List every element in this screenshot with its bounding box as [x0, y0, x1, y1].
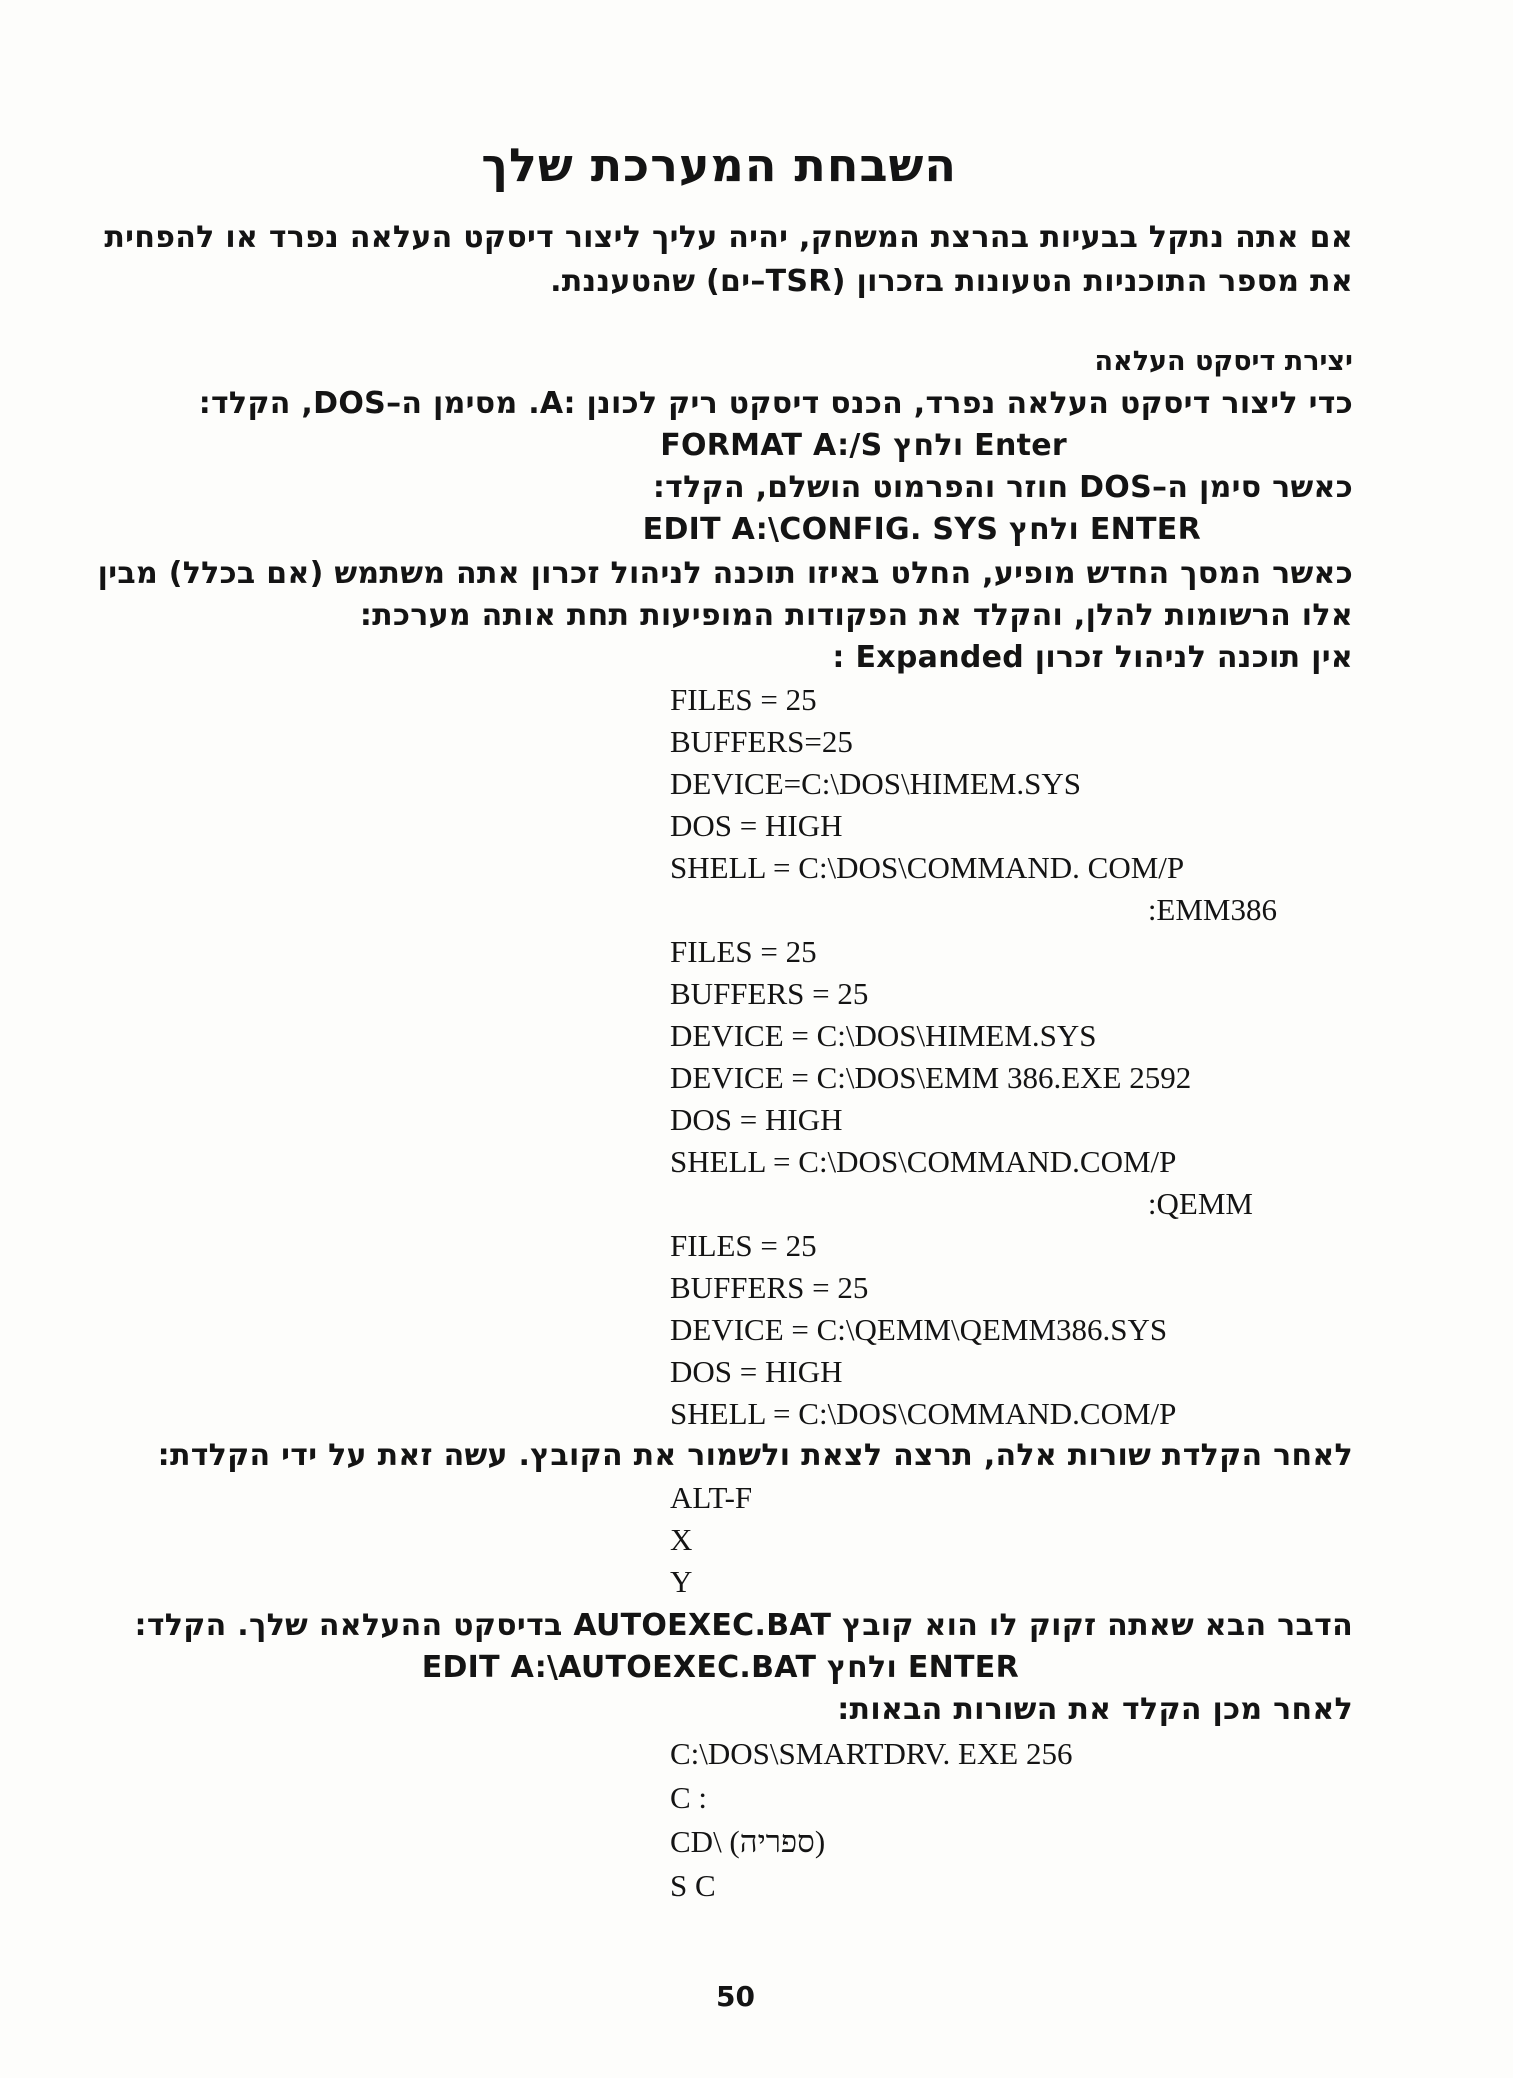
config-emm-line: DOS = HIGH — [670, 1102, 843, 1137]
save-key: Y — [670, 1564, 693, 1599]
format-done-text: כאשר סימן ה–DOS חוזר והפרמוט הושלם, הקלד: — [652, 470, 1353, 505]
config-none-line: FILES = 25 — [670, 682, 817, 717]
config-none-line: DEVICE=C:\DOS\HIMEM.SYS — [670, 766, 1082, 801]
save-key: X — [670, 1522, 693, 1557]
config-emm-line: BUFFERS = 25 — [670, 976, 869, 1011]
edit-config-command: EDIT A:\CONFIG. SYS ולחץ ENTER — [642, 512, 1201, 547]
config-qemm-line: DEVICE = C:\QEMM\QEMM386.SYS — [670, 1312, 1168, 1347]
edit-autoexec-command: EDIT A:\AUTOEXEC.BAT ולחץ ENTER — [421, 1650, 1019, 1685]
config-none-line: DOS = HIGH — [670, 808, 843, 843]
config-none-line: BUFFERS=25 — [670, 724, 853, 759]
memory-text-line-2: אלו הרשומות להלן, והקלד את הפקודות המופיעות תחת אותה מערכת: — [359, 598, 1353, 633]
autoexec-line: C : — [670, 1780, 708, 1815]
save-key: ALT-F — [670, 1480, 753, 1515]
no-memory-manager-label: אין תוכנה לניהול זכרון Expanded : — [832, 640, 1353, 675]
boot-disk-instructions: כדי ליצור דיסקט העלאה נפרד, הכנס דיסקט ריק לכונן :A. מסימן ה–DOS, הקלד: — [198, 386, 1353, 421]
config-qemm-line: SHELL = C:\DOS\COMMAND.COM/P — [670, 1396, 1177, 1431]
config-emm-line: DEVICE = C:\DOS\HIMEM.SYS — [670, 1018, 1097, 1053]
format-command: FORMAT A:/S ולחץ Enter — [660, 428, 1067, 463]
page-title: השבחת המערכת שלך — [481, 138, 957, 192]
config-qemm-line: DOS = HIGH — [670, 1354, 843, 1389]
config-none-line: SHELL = C:\DOS\COMMAND. COM/P — [670, 850, 1185, 885]
config-qemm-line: BUFFERS = 25 — [670, 1270, 869, 1305]
boot-disk-heading: יצירת דיסקט העלאה — [1094, 346, 1353, 377]
autoexec-instructions: הדבר הבא שאתה זקוק לו הוא קובץ AUTOEXEC.BAT בדיסקט ההעלאה שלך. הקלד: — [134, 1608, 1353, 1643]
autoexec-line: CD\ (ספריה) — [670, 1824, 826, 1859]
page-number: 50 — [716, 1980, 755, 2013]
autoexec-line: S C — [670, 1868, 716, 1903]
config-emm-line: SHELL = C:\DOS\COMMAND.COM/P — [670, 1144, 1177, 1179]
autoexec-lines-intro: לאחר מכן הקלד את השורות הבאות: — [837, 1692, 1353, 1727]
save-instructions: לאחר הקלדת שורות אלה, תרצה לצאת ולשמור את הקובץ. עשה זאת על ידי הקלדת: — [157, 1438, 1353, 1473]
config-emm-line: FILES = 25 — [670, 934, 817, 969]
memory-text-line-1: כאשר המסך החדש מופיע, החלט באיזו תוכנה לניהול זכרון אתה משתמש (אם בכלל) מבין — [97, 556, 1353, 591]
emm386-label: :EMM386 — [1147, 892, 1277, 927]
config-qemm-line: FILES = 25 — [670, 1228, 817, 1263]
intro-line-2: את מספר התוכניות הטעונות בזכרון (TSR–ים) שהטעננת. — [550, 264, 1353, 299]
autoexec-line: C:\DOS\SMARTDRV. EXE 256 — [670, 1736, 1073, 1771]
qemm-label: :QEMM — [1147, 1186, 1253, 1221]
config-emm-line: DEVICE = C:\DOS\EMM 386.EXE 2592 — [670, 1060, 1192, 1095]
intro-line-1: אם אתה נתקל בבעיות בהרצת המשחק, יהיה עליך ליצור דיסקט העלאה נפרד או להפחית — [104, 220, 1353, 255]
